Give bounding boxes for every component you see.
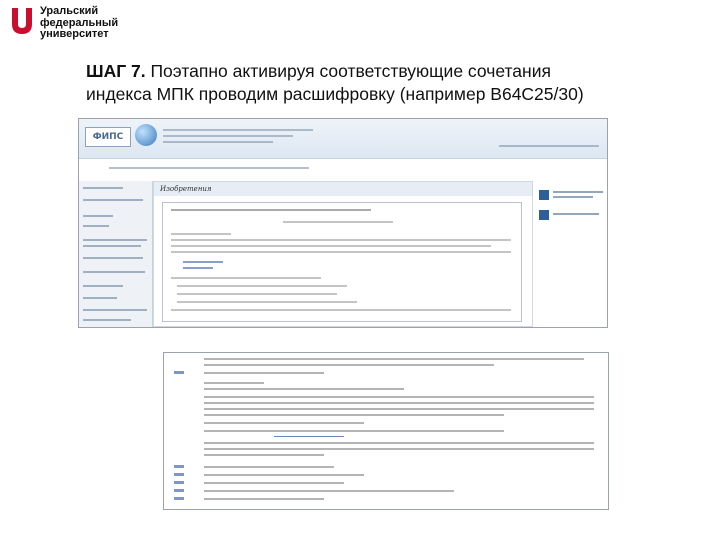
nav-item <box>83 297 117 299</box>
classification-box <box>162 202 522 322</box>
screenshot-classification-detail <box>163 352 609 510</box>
row-text <box>204 422 364 424</box>
logo-line-2: федеральный <box>40 16 119 29</box>
inventions-panel <box>153 181 533 327</box>
row-text <box>204 448 594 450</box>
nav-item <box>83 257 143 259</box>
text-line <box>171 239 511 241</box>
left-navigation <box>79 181 153 327</box>
class-code[interactable] <box>174 465 184 468</box>
row-text <box>204 430 504 432</box>
row-text <box>204 402 594 404</box>
globe-icon <box>135 124 157 146</box>
detail-row <box>164 369 608 379</box>
subtitle-line <box>283 221 393 223</box>
row-text <box>204 474 364 476</box>
text-line <box>171 233 231 235</box>
right-link-text <box>553 213 599 215</box>
header-text-line <box>163 141 273 143</box>
header-text-line <box>163 129 313 131</box>
row-text <box>204 454 324 456</box>
document-icon <box>539 190 549 200</box>
nav-item <box>83 245 141 247</box>
heading-text-line-1: Поэтапно активируя соответствующие сочетания <box>145 61 551 81</box>
heading-text-line-2: индекса МПК проводим расшифровку (например В64С25/30) <box>86 84 584 104</box>
site-header <box>79 119 607 159</box>
site-logo: ФИПС <box>85 127 131 147</box>
row-text <box>204 408 594 410</box>
nav-item <box>83 225 109 227</box>
row-text <box>204 396 594 398</box>
breadcrumb-line <box>109 167 309 169</box>
panel-title: Изобретения <box>154 182 532 196</box>
class-code[interactable] <box>174 371 184 374</box>
nav-item <box>83 319 131 321</box>
step-label: ШАГ 7. <box>86 61 146 81</box>
row-text <box>204 382 264 384</box>
row-text <box>204 388 404 390</box>
nav-item <box>83 239 147 241</box>
university-logo <box>10 6 150 44</box>
row-text <box>204 498 324 500</box>
row-text <box>204 372 324 374</box>
class-code[interactable] <box>174 473 184 476</box>
text-line <box>171 277 321 279</box>
nav-item <box>83 199 143 201</box>
right-link-item[interactable] <box>539 189 605 203</box>
right-link-text <box>553 191 603 193</box>
header-menu-line <box>499 145 599 147</box>
urfu-logo-icon <box>10 6 34 36</box>
row-text <box>204 442 594 444</box>
row-text <box>204 414 504 416</box>
text-line <box>177 301 357 303</box>
index-link[interactable] <box>183 261 223 263</box>
nav-item <box>83 271 145 273</box>
screenshot-fips-site <box>78 118 608 328</box>
detail-row <box>164 451 608 461</box>
right-link-item[interactable] <box>539 209 605 223</box>
nav-item <box>83 285 123 287</box>
text-line <box>177 293 337 295</box>
nav-item <box>83 309 147 311</box>
row-text <box>204 482 344 484</box>
logo-line-1: Уральский <box>40 5 99 17</box>
logo-line-3: университет <box>40 28 109 40</box>
row-text <box>204 466 334 468</box>
detail-row <box>164 427 608 437</box>
text-line <box>177 285 347 287</box>
class-code[interactable] <box>174 497 184 500</box>
header-text-line <box>163 135 293 137</box>
row-text <box>204 490 454 492</box>
text-line <box>171 309 511 311</box>
right-link-text <box>553 196 593 198</box>
section-title-line <box>171 209 371 211</box>
index-link[interactable] <box>183 267 213 269</box>
slide-heading <box>86 60 686 106</box>
class-code[interactable] <box>174 481 184 484</box>
nav-item <box>83 215 113 217</box>
detail-row <box>164 495 608 505</box>
nav-item <box>83 187 123 189</box>
university-name <box>40 6 150 41</box>
row-text <box>204 358 584 360</box>
document-icon <box>539 210 549 220</box>
class-code[interactable] <box>174 489 184 492</box>
right-links <box>539 189 605 229</box>
text-line <box>171 251 511 253</box>
text-line <box>171 245 491 247</box>
row-text <box>204 364 494 366</box>
highlighted-link[interactable] <box>274 436 344 437</box>
